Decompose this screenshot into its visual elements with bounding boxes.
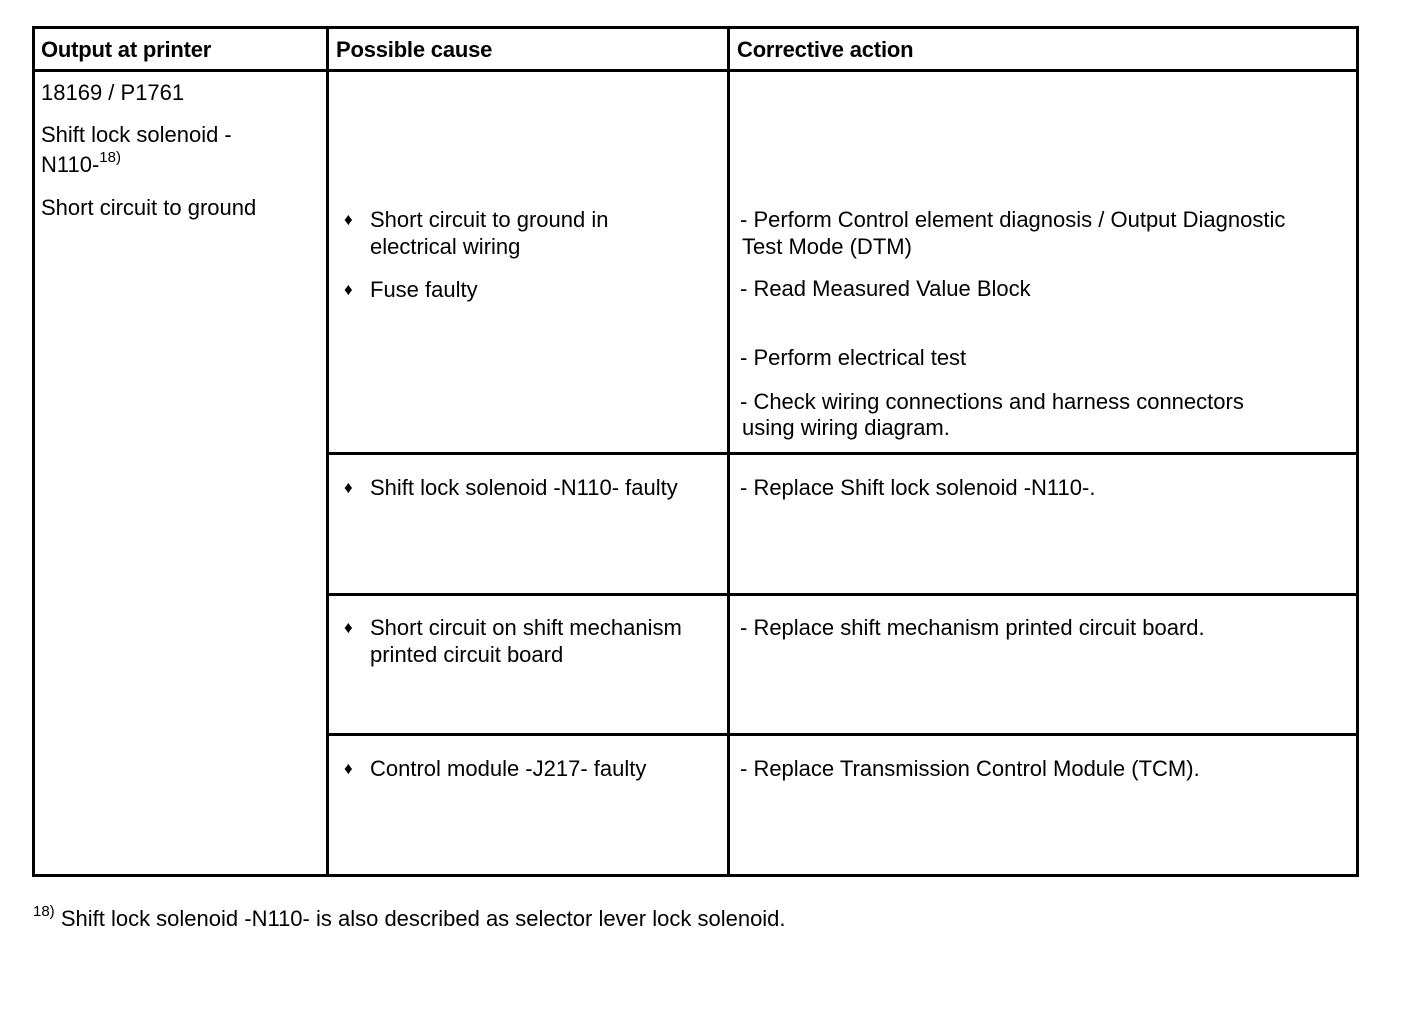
component-name-line2 bbox=[41, 149, 121, 178]
column-divider-2 bbox=[727, 26, 730, 877]
column-divider-1 bbox=[326, 26, 329, 877]
footnote-marker: 18) bbox=[33, 903, 55, 920]
row1-bottom-border bbox=[326, 452, 1359, 455]
cause-control-module-faulty: Control module -J217- faulty bbox=[370, 756, 647, 781]
row2-bottom-border bbox=[326, 593, 1359, 596]
header-bottom-border bbox=[32, 69, 1359, 72]
action-replace-solenoid: - Replace Shift lock solenoid -N110-. bbox=[740, 475, 1096, 500]
bullet-icon: ♦ bbox=[344, 478, 353, 497]
footnote-reference: 18) bbox=[99, 149, 121, 166]
action-electrical-test: - Perform electrical test bbox=[740, 345, 967, 370]
header-output-at-printer: Output at printer bbox=[41, 37, 212, 62]
cause-short-circuit-line1: Short circuit to ground in bbox=[370, 207, 609, 232]
bullet-icon: ♦ bbox=[344, 210, 353, 229]
table-top-border bbox=[32, 26, 1359, 29]
action-check-wiring-line2: using wiring diagram. bbox=[742, 415, 950, 440]
cause-pcb-short-line2: printed circuit board bbox=[370, 642, 564, 667]
row3-bottom-border bbox=[326, 733, 1359, 736]
bullet-icon: ♦ bbox=[344, 280, 353, 299]
header-corrective-action: Corrective action bbox=[737, 37, 914, 62]
bullet-icon: ♦ bbox=[344, 759, 353, 778]
fault-code: 18169 / P1761 bbox=[41, 80, 185, 105]
bullet-icon: ♦ bbox=[344, 618, 353, 637]
action-replace-pcb: - Replace shift mechanism printed circuit board. bbox=[740, 615, 1205, 640]
action-check-wiring-line1: - Check wiring connections and harness connectors bbox=[740, 389, 1244, 414]
footnote-text: Shift lock solenoid -N110- is also described as selector lever lock solenoid. bbox=[60, 906, 786, 931]
action-control-element-line1: - Perform Control element diagnosis / Output Diagnostic bbox=[740, 207, 1286, 232]
fault-condition: Short circuit to ground bbox=[41, 195, 257, 220]
component-name-text: N110- bbox=[41, 152, 100, 177]
table-bottom-border bbox=[32, 874, 1359, 877]
cause-fuse-faulty: Fuse faulty bbox=[370, 277, 478, 302]
cause-short-circuit-line2: electrical wiring bbox=[370, 234, 521, 259]
action-read-measured-value: - Read Measured Value Block bbox=[740, 276, 1031, 301]
table-left-border bbox=[32, 26, 35, 877]
header-possible-cause: Possible cause bbox=[336, 37, 493, 62]
action-replace-tcm: - Replace Transmission Control Module (TCM). bbox=[740, 756, 1200, 781]
cause-solenoid-faulty: Shift lock solenoid -N110- faulty bbox=[370, 475, 678, 500]
footnote bbox=[33, 903, 786, 932]
component-name-line1: Shift lock solenoid - bbox=[41, 122, 232, 147]
table-right-border bbox=[1356, 26, 1359, 877]
action-control-element-line2: Test Mode (DTM) bbox=[742, 234, 912, 259]
cause-pcb-short-line1: Short circuit on shift mechanism bbox=[370, 615, 682, 640]
